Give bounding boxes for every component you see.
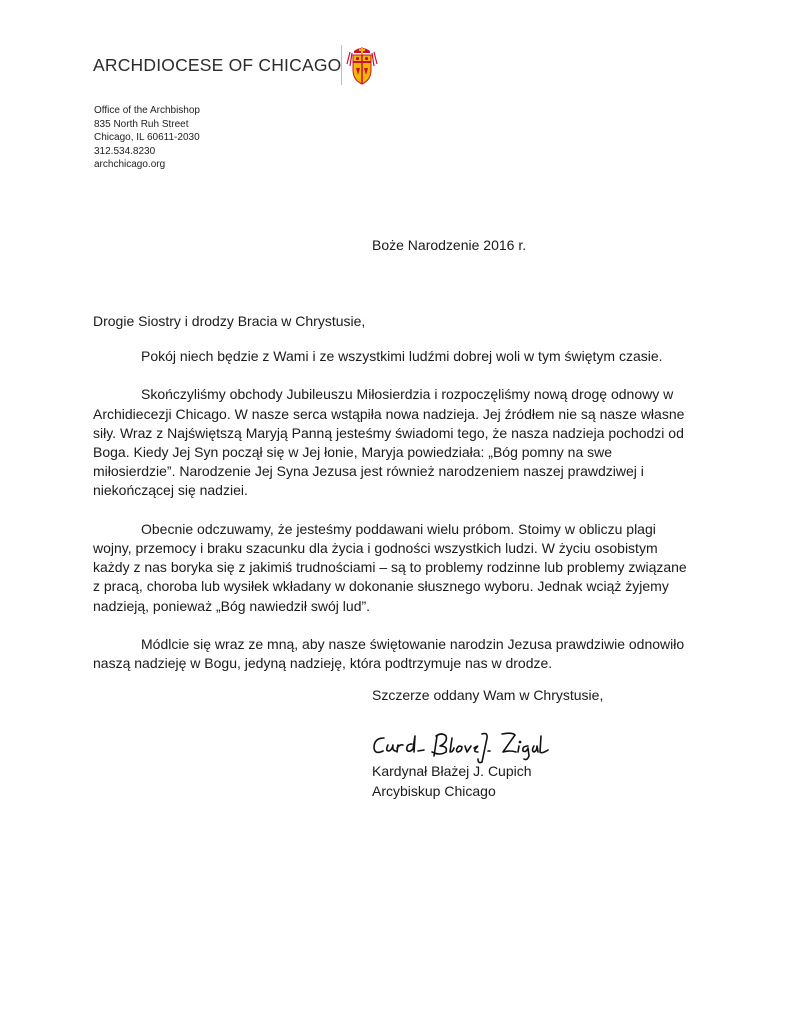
letter-body: [93, 347, 703, 693]
body-paragraph: Módlcie się wraz ze mną, aby nasze świętowanie narodzin Jezusa prawdziwie odnowiło naszą nadzieję w Bogu, jedyną nadzieję, która podtrzymuje nas w drodze.: [93, 636, 685, 672]
body-paragraph: Pokój niech będzie z Wami i ze wszystkimi ludźmi dobrej woli w tym świętym czasie.: [141, 348, 663, 364]
handwritten-signature-icon: [370, 724, 552, 764]
letterhead-divider: [341, 45, 342, 85]
body-paragraph: Obecnie odczuwamy, że jesteśmy poddawani wielu próbom. Stoimy w obliczu plagi wojny, przemocy i braku szacunku dla życia i godności wszystkich ludzi. W życiu osobistym każdy z nas boryka się z jakimiś trudnościami – są to problemy rodzinne lub problemy związane z pracą, choroba lub wysiłek wkładany w dokonanie słusznego wyboru. Jednak wciąż żyjemy nadzieją, ponieważ „Bóg nawiedził swój lud”.: [93, 520, 687, 614]
signer-title: Arcybiskup Chicago: [372, 782, 496, 799]
signer-block: [372, 762, 532, 801]
closing: Szczerze oddany Wam w Chrystusie,: [372, 687, 604, 703]
organization-name: ARCHDIOCESE OF CHICAGO: [93, 55, 342, 75]
salutation: Drogie Siostry i drodzy Bracia w Chrystusie,: [93, 313, 366, 329]
office-address: [94, 104, 200, 172]
office-line: Office of the Archbishop: [94, 105, 200, 116]
office-line: Chicago, IL 60611-2030: [94, 132, 200, 144]
letter-date: Boże Narodzenie 2016 r.: [372, 237, 527, 253]
coat-of-arms-icon: [346, 44, 378, 86]
body-paragraph: Skończyliśmy obchody Jubileuszu Miłosierdzia i rozpoczęliśmy nową drogę odnowy w Archidiecezji Chicago. W nasze serca wstąpiła nowa nadzieja. Jej źródłem nie są nasze własne siły. Wraz z Najświętszą Maryją Panną jesteśmy świadomi tego, że nasza nadzieja pochodzi od Boga. Kiedy Jej Syn począł się w Jej łonie, Maryja powiedziała: „Bóg pomny na swe miłosierdzie”. Narodzenie Jej Syna Jezusa jest również narodzeniem naszej prawdziwej i niekończącej się nadziei.: [93, 386, 685, 499]
office-line: 312.534.8230: [94, 145, 156, 157]
office-line: archchicago.org: [94, 159, 166, 171]
office-line: 835 North Ruh Street: [94, 118, 189, 130]
signer-name: Kardynał Błażej J. Cupich: [372, 763, 532, 779]
